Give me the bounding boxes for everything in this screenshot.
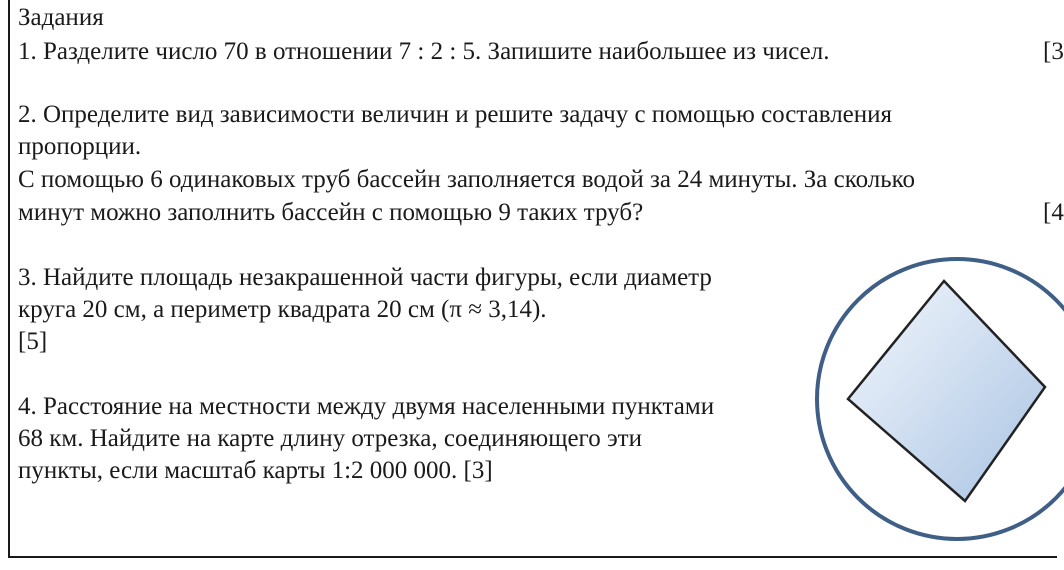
task3-line1: 3. Найдите площадь незакрашенной части фигуры, если диаметр — [18, 264, 712, 291]
task2-line2: пропорции. — [18, 133, 142, 160]
worksheet-heading: Задания — [18, 4, 104, 31]
left-border-line — [8, 0, 10, 558]
task4-line1: 4. Расстояние на местности между двумя населенными пунктами — [18, 393, 715, 420]
circle-square-figure — [812, 254, 1057, 554]
task3-score: [5] — [18, 328, 48, 355]
task4-line3: пункты, если масштаб карты 1:2 000 000. [3] — [18, 457, 493, 484]
task3-line2: круга 20 см, а периметр квадрата 20 см (π ≈ 3,14). — [18, 296, 547, 323]
task2-score: [4 — [1043, 199, 1064, 226]
task4-line2: 68 км. Найдите на карте длину отрезка, соединяющего эти — [18, 425, 642, 452]
task2-line3: С помощью 6 одинаковых труб бассейн заполняется водой за 24 минуты. За сколько — [18, 166, 916, 193]
task2-line1: 2. Определите вид зависимости величин и решите задачу с помощью составления — [18, 101, 893, 128]
task2-line4: минут можно заполнить бассейн с помощью 9 таких труб? — [18, 199, 644, 226]
task1-text: 1. Разделите число 70 в отношении 7 : 2 : 5. Запишите наибольшее из чисел. — [18, 38, 830, 65]
task1-score: [3 — [1043, 38, 1064, 65]
bottom-border-line — [8, 556, 1057, 558]
